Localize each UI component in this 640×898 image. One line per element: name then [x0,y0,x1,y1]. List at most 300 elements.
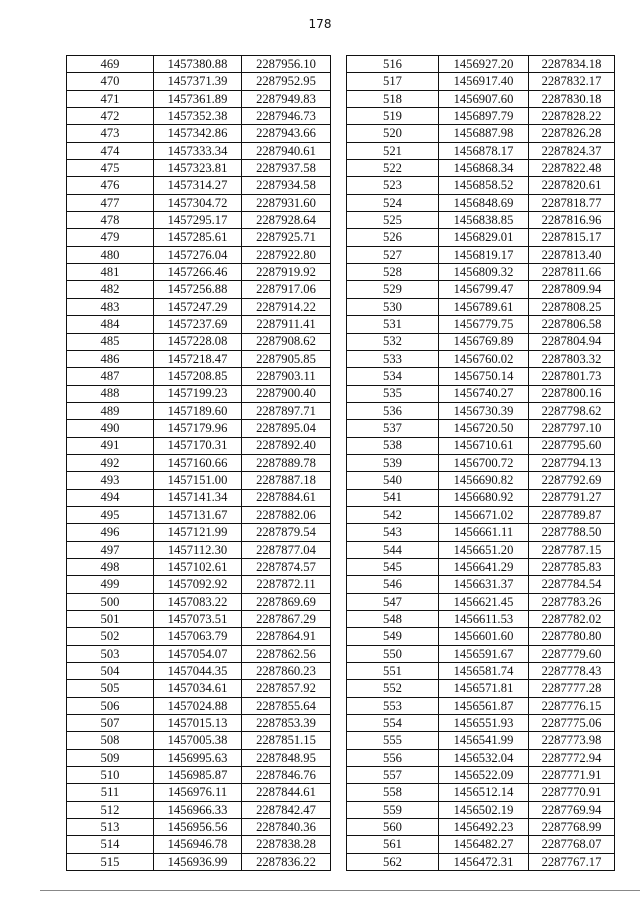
northing-cell: 2287887.18 [242,472,331,489]
table-row [67,784,331,801]
easting-cell: 1456522.09 [439,767,529,784]
easting-cell: 1456779.75 [439,316,529,333]
point-number-cell: 500 [67,593,154,610]
table-row [67,212,331,229]
point-number-cell: 475 [67,160,154,177]
table-row [67,732,331,749]
easting-cell: 1457352.38 [154,108,242,125]
northing-cell: 2287798.62 [529,402,615,419]
easting-cell: 1457160.66 [154,454,242,471]
point-number-cell: 538 [347,437,439,454]
northing-cell: 2287778.43 [529,663,615,680]
northing-cell: 2287889.78 [242,454,331,471]
easting-cell: 1457256.88 [154,281,242,298]
point-number-cell: 523 [347,177,439,194]
point-number-cell: 471 [67,90,154,107]
point-number-cell: 529 [347,281,439,298]
easting-cell: 1456819.17 [439,246,529,263]
point-number-cell: 476 [67,177,154,194]
point-number-cell: 534 [347,368,439,385]
table-row [347,73,615,90]
easting-cell: 1456571.81 [439,680,529,697]
northing-cell: 2287770.91 [529,784,615,801]
easting-cell: 1456690.82 [439,472,529,489]
table-row [67,645,331,662]
table-row [67,281,331,298]
table-row [67,541,331,558]
table-row [347,125,615,142]
easting-cell: 1456661.11 [439,524,529,541]
table-row [67,229,331,246]
point-number-cell: 501 [67,611,154,628]
northing-cell: 2287773.98 [529,732,615,749]
easting-cell: 1457044.35 [154,663,242,680]
easting-cell: 1456966.33 [154,801,242,818]
point-number-cell: 521 [347,142,439,159]
northing-cell: 2287801.73 [529,368,615,385]
northing-cell: 2287803.32 [529,350,615,367]
northing-cell: 2287780.80 [529,628,615,645]
easting-cell: 1456730.39 [439,402,529,419]
table-row [347,437,615,454]
point-number-cell: 497 [67,541,154,558]
table-row [67,454,331,471]
point-number-cell: 481 [67,264,154,281]
table-row [67,489,331,506]
northing-cell: 2287874.57 [242,558,331,575]
table-row [347,749,615,766]
easting-cell: 1456848.69 [439,194,529,211]
easting-cell: 1457247.29 [154,298,242,315]
point-number-cell: 535 [347,385,439,402]
table-row [67,402,331,419]
point-number-cell: 520 [347,125,439,142]
point-number-cell: 477 [67,194,154,211]
point-number-cell: 487 [67,368,154,385]
table-row [347,350,615,367]
northing-cell: 2287808.25 [529,298,615,315]
table-row [67,108,331,125]
point-number-cell: 510 [67,767,154,784]
table-row [67,593,331,610]
northing-cell: 2287804.94 [529,333,615,350]
table-row [347,385,615,402]
northing-cell: 2287830.18 [529,90,615,107]
table-row [347,680,615,697]
coordinate-table-right [346,55,615,871]
easting-cell: 1457121.99 [154,524,242,541]
northing-cell: 2287846.76 [242,767,331,784]
easting-cell: 1456611.53 [439,611,529,628]
easting-cell: 1456750.14 [439,368,529,385]
northing-cell: 2287869.69 [242,593,331,610]
northing-cell: 2287806.58 [529,316,615,333]
easting-cell: 1456601.60 [439,628,529,645]
point-number-cell: 548 [347,611,439,628]
easting-cell: 1457380.88 [154,56,242,73]
northing-cell: 2287892.40 [242,437,331,454]
table-row [347,767,615,784]
northing-cell: 2287816.96 [529,212,615,229]
easting-cell: 1457151.00 [154,472,242,489]
point-number-cell: 540 [347,472,439,489]
easting-cell: 1456829.01 [439,229,529,246]
northing-cell: 2287771.91 [529,767,615,784]
point-number-cell: 474 [67,142,154,159]
point-number-cell: 547 [347,593,439,610]
table-row [347,56,615,73]
easting-cell: 1456976.11 [154,784,242,801]
table-row [347,264,615,281]
easting-cell: 1457131.67 [154,506,242,523]
point-number-cell: 509 [67,749,154,766]
northing-cell: 2287840.36 [242,819,331,836]
easting-cell: 1456809.32 [439,264,529,281]
table-row [67,801,331,818]
northing-cell: 2287767.17 [529,853,615,870]
easting-cell: 1456917.40 [439,73,529,90]
easting-cell: 1457276.04 [154,246,242,263]
point-number-cell: 542 [347,506,439,523]
point-number-cell: 525 [347,212,439,229]
northing-cell: 2287937.58 [242,160,331,177]
table-row [347,194,615,211]
northing-cell: 2287789.87 [529,506,615,523]
easting-cell: 1457237.69 [154,316,242,333]
northing-cell: 2287928.64 [242,212,331,229]
northing-cell: 2287772.94 [529,749,615,766]
coordinate-table-left [66,55,331,871]
point-number-cell: 494 [67,489,154,506]
table-row [67,472,331,489]
point-number-cell: 505 [67,680,154,697]
easting-cell: 1456858.52 [439,177,529,194]
northing-cell: 2287917.06 [242,281,331,298]
easting-cell: 1457005.38 [154,732,242,749]
point-number-cell: 514 [67,836,154,853]
northing-cell: 2287797.10 [529,420,615,437]
easting-cell: 1456789.61 [439,298,529,315]
northing-cell: 2287877.04 [242,541,331,558]
point-number-cell: 536 [347,402,439,419]
easting-cell: 1457208.85 [154,368,242,385]
easting-cell: 1457266.46 [154,264,242,281]
table-row [67,506,331,523]
easting-cell: 1456472.31 [439,853,529,870]
table-row [347,402,615,419]
northing-cell: 2287952.95 [242,73,331,90]
northing-cell: 2287882.06 [242,506,331,523]
easting-cell: 1456799.47 [439,281,529,298]
easting-cell: 1456887.98 [439,125,529,142]
point-number-cell: 511 [67,784,154,801]
point-number-cell: 518 [347,90,439,107]
point-number-cell: 557 [347,767,439,784]
point-number-cell: 472 [67,108,154,125]
point-number-cell: 555 [347,732,439,749]
table-row [67,767,331,784]
point-number-cell: 483 [67,298,154,315]
table-row [67,558,331,575]
easting-cell: 1457141.34 [154,489,242,506]
table-row [67,853,331,870]
easting-cell: 1457054.07 [154,645,242,662]
point-number-cell: 559 [347,801,439,818]
easting-cell: 1456581.74 [439,663,529,680]
table-row [67,385,331,402]
easting-cell: 1456897.79 [439,108,529,125]
easting-cell: 1456936.99 [154,853,242,870]
northing-cell: 2287791.27 [529,489,615,506]
table-row [347,801,615,818]
point-number-cell: 561 [347,836,439,853]
point-number-cell: 515 [67,853,154,870]
northing-cell: 2287809.94 [529,281,615,298]
point-number-cell: 495 [67,506,154,523]
northing-cell: 2287857.92 [242,680,331,697]
northing-cell: 2287768.07 [529,836,615,853]
point-number-cell: 519 [347,108,439,125]
northing-cell: 2287826.28 [529,125,615,142]
table-row [347,454,615,471]
easting-cell: 1456985.87 [154,767,242,784]
northing-cell: 2287815.17 [529,229,615,246]
table-row [347,316,615,333]
point-number-cell: 484 [67,316,154,333]
northing-cell: 2287820.61 [529,177,615,194]
table-row [67,350,331,367]
easting-cell: 1456838.85 [439,212,529,229]
point-number-cell: 517 [347,73,439,90]
table-row [347,298,615,315]
northing-cell: 2287900.40 [242,385,331,402]
northing-cell: 2287884.61 [242,489,331,506]
table-row [347,628,615,645]
table-row [67,836,331,853]
northing-cell: 2287914.22 [242,298,331,315]
easting-cell: 1456700.72 [439,454,529,471]
northing-cell: 2287934.58 [242,177,331,194]
table-row [67,680,331,697]
northing-cell: 2287794.13 [529,454,615,471]
point-number-cell: 543 [347,524,439,541]
northing-cell: 2287931.60 [242,194,331,211]
easting-cell: 1457333.34 [154,142,242,159]
easting-cell: 1456561.87 [439,697,529,714]
table-row [347,853,615,870]
easting-cell: 1456740.27 [439,385,529,402]
easting-cell: 1457179.96 [154,420,242,437]
easting-cell: 1456760.02 [439,350,529,367]
northing-cell: 2287842.47 [242,801,331,818]
northing-cell: 2287813.40 [529,246,615,263]
point-number-cell: 482 [67,281,154,298]
northing-cell: 2287776.15 [529,697,615,714]
northing-cell: 2287867.29 [242,611,331,628]
table-row [347,246,615,263]
easting-cell: 1457063.79 [154,628,242,645]
table-row [67,368,331,385]
easting-cell: 1456641.29 [439,558,529,575]
table-row [67,663,331,680]
northing-cell: 2287925.71 [242,229,331,246]
point-number-cell: 550 [347,645,439,662]
point-number-cell: 469 [67,56,154,73]
point-number-cell: 498 [67,558,154,575]
point-number-cell: 531 [347,316,439,333]
point-number-cell: 524 [347,194,439,211]
easting-cell: 1457073.51 [154,611,242,628]
easting-cell: 1457034.61 [154,680,242,697]
table-row [67,524,331,541]
northing-cell: 2287779.60 [529,645,615,662]
point-number-cell: 562 [347,853,439,870]
point-number-cell: 546 [347,576,439,593]
northing-cell: 2287795.60 [529,437,615,454]
table-row [347,558,615,575]
point-number-cell: 530 [347,298,439,315]
easting-cell: 1457342.86 [154,125,242,142]
northing-cell: 2287862.56 [242,645,331,662]
point-number-cell: 489 [67,402,154,419]
table-row [67,420,331,437]
table-row [347,160,615,177]
easting-cell: 1457314.27 [154,177,242,194]
table-row [347,90,615,107]
easting-cell: 1457199.23 [154,385,242,402]
easting-cell: 1457024.88 [154,697,242,714]
northing-cell: 2287783.26 [529,593,615,610]
easting-cell: 1456502.19 [439,801,529,818]
northing-cell: 2287769.94 [529,801,615,818]
northing-cell: 2287785.83 [529,558,615,575]
easting-cell: 1456946.78 [154,836,242,853]
table-row [347,506,615,523]
easting-cell: 1456482.27 [439,836,529,853]
point-number-cell: 488 [67,385,154,402]
point-number-cell: 473 [67,125,154,142]
table-row [67,437,331,454]
table-row [67,576,331,593]
table-row [67,90,331,107]
northing-cell: 2287768.99 [529,819,615,836]
easting-cell: 1456532.04 [439,749,529,766]
northing-cell: 2287864.91 [242,628,331,645]
table-row [67,194,331,211]
easting-cell: 1456769.89 [439,333,529,350]
point-number-cell: 504 [67,663,154,680]
table-row [67,819,331,836]
table-row [347,281,615,298]
table-row [347,836,615,853]
table-row [67,611,331,628]
point-number-cell: 551 [347,663,439,680]
northing-cell: 2287811.66 [529,264,615,281]
point-number-cell: 544 [347,541,439,558]
table-row [347,420,615,437]
easting-cell: 1456541.99 [439,732,529,749]
point-number-cell: 485 [67,333,154,350]
northing-cell: 2287905.85 [242,350,331,367]
easting-cell: 1457170.31 [154,437,242,454]
easting-cell: 1456720.50 [439,420,529,437]
point-number-cell: 522 [347,160,439,177]
point-number-cell: 479 [67,229,154,246]
table-row [347,611,615,628]
table-row [67,56,331,73]
easting-cell: 1456512.14 [439,784,529,801]
northing-cell: 2287853.39 [242,715,331,732]
northing-cell: 2287784.54 [529,576,615,593]
easting-cell: 1456671.02 [439,506,529,523]
northing-cell: 2287940.61 [242,142,331,159]
point-number-cell: 480 [67,246,154,263]
northing-cell: 2287836.22 [242,853,331,870]
northing-cell: 2287787.15 [529,541,615,558]
table-row [347,472,615,489]
easting-cell: 1456907.60 [439,90,529,107]
point-number-cell: 470 [67,73,154,90]
northing-cell: 2287788.50 [529,524,615,541]
point-number-cell: 493 [67,472,154,489]
easting-cell: 1456878.17 [439,142,529,159]
table-row [347,177,615,194]
northing-cell: 2287824.37 [529,142,615,159]
table-row [67,715,331,732]
table-row [347,541,615,558]
table-row [347,819,615,836]
table-row [67,333,331,350]
table-row [67,749,331,766]
coordinate-table-right-body [347,56,615,871]
easting-cell: 1457323.81 [154,160,242,177]
table-row [347,142,615,159]
table-row [347,732,615,749]
northing-cell: 2287908.62 [242,333,331,350]
easting-cell: 1457371.39 [154,73,242,90]
table-row [67,160,331,177]
page-number: 178 [308,17,332,31]
northing-cell: 2287838.28 [242,836,331,853]
point-number-cell: 537 [347,420,439,437]
table-row [67,246,331,263]
table-row [347,368,615,385]
easting-cell: 1456927.20 [439,56,529,73]
table-row [67,177,331,194]
easting-cell: 1456551.93 [439,715,529,732]
easting-cell: 1457295.17 [154,212,242,229]
point-number-cell: 503 [67,645,154,662]
easting-cell: 1456868.34 [439,160,529,177]
easting-cell: 1457092.92 [154,576,242,593]
northing-cell: 2287834.18 [529,56,615,73]
point-number-cell: 506 [67,697,154,714]
northing-cell: 2287828.22 [529,108,615,125]
point-number-cell: 478 [67,212,154,229]
northing-cell: 2287897.71 [242,402,331,419]
point-number-cell: 533 [347,350,439,367]
point-number-cell: 545 [347,558,439,575]
point-number-cell: 486 [67,350,154,367]
point-number-cell: 556 [347,749,439,766]
point-number-cell: 553 [347,697,439,714]
northing-cell: 2287922.80 [242,246,331,263]
point-number-cell: 526 [347,229,439,246]
northing-cell: 2287943.66 [242,125,331,142]
easting-cell: 1457361.89 [154,90,242,107]
northing-cell: 2287946.73 [242,108,331,125]
northing-cell: 2287911.41 [242,316,331,333]
